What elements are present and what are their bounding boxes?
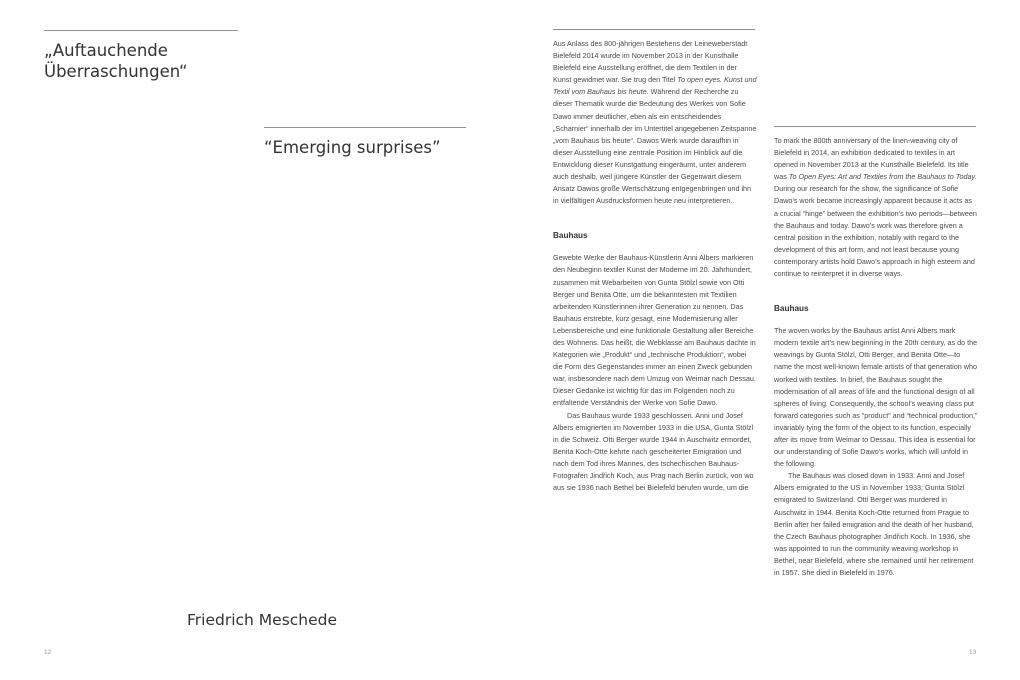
- german-exhibition-title: To open eyes. Kunst und Textil vom Bauhaus bis heute.: [553, 75, 757, 97]
- german-paragraph-1: Gewebte Werke der Bauhaus-Künstlerin Anni Albers markieren den Neubeginn textiler Kunst der Moderne im 20. Jahrhundert, zusammen mit Webarbeiten von Gunta Stölzl sowie von Otti Berger und Benita Otte, um die bekanntesten mit Textilien arbeitenden Künstlerinnen ihrer Generation zu nennen. Das Bauhaus erstrebte, kurz gesagt, eine Modernisierung aller Lebensbereiche und eine funktionale Gestaltung aller Bereiche des Wohnens. Das heißt, die Webklasse am Bauhaus dachte in Kategorien wie „Produkt“ und „technische Produktion“, wobei die Form des Gegenstandes immer an einen Zweck gebunden war, insbesondere nach dem Umzug von Weimar nach Dessau. Dieser Gedanke ist wichtig für das im Folgenden noch zu entfaltende Verständnis der Werke von Sofie Dawo.: [553, 253, 756, 408]
- english-column-rule: [774, 126, 976, 127]
- title-german: „Auftauchende Überraschungen“: [44, 41, 188, 81]
- english-section-heading: Bauhaus: [774, 304, 809, 314]
- german-section-heading: Bauhaus: [553, 231, 588, 241]
- page-number-right: 13: [969, 649, 977, 656]
- german-column-rule: [553, 29, 755, 30]
- english-column: [774, 135, 978, 579]
- title-english: “Emerging surprises”: [264, 138, 441, 157]
- author-name: Friedrich Meschede: [187, 611, 338, 629]
- page-number-left: 12: [44, 649, 52, 656]
- german-column: [553, 38, 757, 494]
- english-paragraph-2: The Bauhaus was closed down in 1933. Anni and Josef Albers emigrated to the US in November 1933; Gunta Stölzl emigrated to Switzerland. Otti Berger was murdered in Auschwitz in 1944. Benita Koch-Otte returned from Prague to Berlin after her failed emigration and the death of her husband, the Czech Bauhaus photographer Jindřich Koch. In 1936, she was appointed to run the community weaving workshop in Bethel, near Bielefeld, where she remained until her retirement in 1957. She died in Bielefeld in 1976.: [774, 471, 974, 577]
- english-exhibition-title: To Open Eyes: Art and Textiles from the Bauhaus to Today.: [788, 172, 977, 182]
- german-paragraph-2: Das Bauhaus wurde 1933 geschlossen. Anni und Josef Albers emigrierten im November 1933 in die USA, Gunta Stölzl in die Schweiz. Otti Berger wurde 1944 in Auschwitz ermordet, Benita Koch-Otte kehrte nach gescheiterter Emigration und nach dem Tod ihres Mannes, des tschechischen Bauhaus-Fotografen Jindřich Koch, aus Prag nach Berlin zurück, von wo aus sie 1936 nach Bethel bei Bielefeld berufen wurde, um die: [553, 410, 754, 493]
- english-paragraph-1: The woven works by the Bauhaus artist Anni Albers mark modern textile art’s new beginning in the 20th century, as do the weavings by Gunta Stölzl, Otti Berger, and Benita Otte—to name the most well-known female artists of that generation who worked with textiles. In brief, the Bauhaus sought the modernisation of all areas of life and the functional design of all spheres of living. Consequently, the school’s weaving class put forward categories such as “product” and “technical production,” invariably tying the form of the object to its function, especially after its move from Weimar to Dessau. This idea is essential for our understanding of Sofie Dawo’s works, which will unfold in the following.: [774, 326, 978, 469]
- title-de-rule: [44, 30, 238, 31]
- german-intro: Aus Anlass des 800-jährigen Bestehens der Leineweberstadt Bielefeld 2014 wurde im November 2013 in der Kunsthalle Bielefeld eine Ausstellung eröffnet, die dem Textilen in der Kunst gewidmet war. Sie trug den Titel To open eyes. Kunst und Textil vom Bauhaus bis heute. Während der Recherche zu dieser Thematik wurde die Bedeutung des Werkes von Sofie Dawo immer deutlicher, eben als ein entscheidendes „Scharnier“ innerhalb der im Untertitel angegebenen Zeitspanne „vom Bauhaus bis heute“. Dawos Werk wurde daraufhin in dieser Ausstellung eine zentrale Position im Hinblick auf die Entwicklung dieser Kunstgattung eingeräumt, unter anderem auch deshalb, weil jüngere Künstler der Gegenwart diesem Ansatz Dawos große Wertschätzung entgegenbringen und ihn in vielfältigen Ausdrucksformen heute neu interpretieren.: [553, 39, 757, 206]
- title-en-rule: [264, 127, 466, 128]
- english-intro: To mark the 800th anniversary of the linen-weaving city of Bielefeld in 2014, an exhibition dedicated to textiles in art opened in November 2013 at the Kunsthalle Bielefeld. Its title was To Open Eyes: Art and Textiles from the Bauhaus to Today. During our research for the show, the significance of Sofie Dawo’s work became increasingly apparent because it acts as a crucial “hinge” between the exhibition’s two periods—between the Bauhaus and today. Dawo’s work was therefore given a central position in the exhibition, notably with regard to the development of this art form, and not least because young contemporary artists hold Dawo’s approach in high esteem and continue to reinterpret it in diverse ways.: [774, 136, 977, 279]
